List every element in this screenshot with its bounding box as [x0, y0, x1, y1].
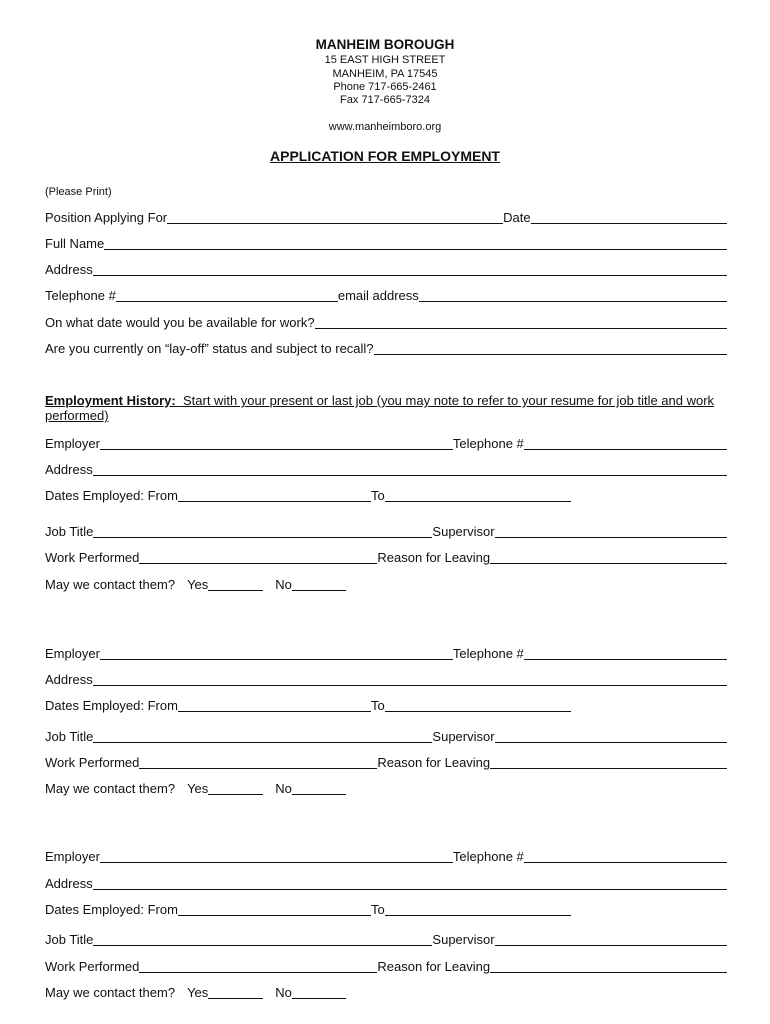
telephone-row [45, 287, 727, 303]
employer-row [45, 435, 727, 451]
contact-label: May we contact them? [45, 577, 176, 592]
employer-telephone-field[interactable] [524, 850, 727, 863]
print-note: (Please Print) [45, 186, 112, 198]
employer-telephone-label: Telephone # [452, 436, 524, 451]
supervisor-field[interactable] [495, 933, 727, 946]
dates-to-label: To [370, 488, 385, 503]
date-label: Date [503, 210, 531, 225]
yes-label: Yes [187, 577, 209, 592]
org-website: www.manheimboro.org [328, 121, 442, 133]
layoff-label: Are you currently on “lay-off” status and subject to recall? [45, 341, 374, 356]
position-row [45, 209, 727, 225]
position-field[interactable] [167, 211, 503, 224]
contact-row [45, 984, 727, 1000]
no-field[interactable] [292, 578, 346, 591]
employer-address-row [45, 875, 727, 891]
contact-label: May we contact them? [45, 781, 176, 796]
reason-field[interactable] [490, 756, 727, 769]
employer-address-field[interactable] [93, 877, 727, 890]
supervisor-label: Supervisor [432, 932, 495, 947]
availability-row [45, 314, 727, 330]
no-label: No [275, 781, 292, 796]
org-street: 15 EAST HIGH STREET [324, 54, 446, 66]
job-title-field[interactable] [93, 933, 432, 946]
dates-from-label: Dates Employed: From [45, 488, 178, 503]
org-city: MANHEIM, PA 17545 [332, 68, 438, 80]
org-fax: Fax 717-665-7324 [340, 94, 430, 106]
employer-telephone-label: Telephone # [452, 646, 524, 661]
telephone-field[interactable] [116, 289, 338, 302]
employer-address-field[interactable] [93, 463, 727, 476]
employer-address-field[interactable] [93, 673, 727, 686]
yes-field[interactable] [208, 986, 263, 999]
dates-to-label: To [370, 698, 385, 713]
reason-field[interactable] [490, 960, 727, 973]
yes-label: Yes [187, 985, 209, 1000]
no-field[interactable] [292, 782, 346, 795]
org-phone: Phone 717-665-2461 [333, 81, 437, 93]
dates-from-field[interactable] [178, 903, 371, 916]
contact-label: May we contact them? [45, 985, 176, 1000]
employer-field[interactable] [100, 850, 453, 863]
telephone-label: Telephone # [45, 288, 116, 303]
employer-address-row [45, 671, 727, 687]
email-label: email address [337, 288, 419, 303]
work-performed-row [45, 754, 727, 770]
job-title-row [45, 523, 727, 539]
job-title-label: Job Title [45, 524, 94, 539]
work-performed-row [45, 549, 727, 565]
form-title: APPLICATION FOR EMPLOYMENT [270, 148, 500, 164]
job-title-label: Job Title [45, 729, 94, 744]
reason-label: Reason for Leaving [377, 959, 491, 974]
employer-address-label: Address [45, 672, 93, 687]
job-title-label: Job Title [45, 932, 94, 947]
yes-label: Yes [187, 781, 209, 796]
no-label: No [275, 985, 292, 1000]
employer-telephone-field[interactable] [524, 437, 727, 450]
dates-to-field[interactable] [385, 699, 571, 712]
work-performed-field[interactable] [139, 551, 377, 564]
employment-history-instructions: Start with your present or last job (you may note to refer to your resume for job title and work performed) [45, 393, 715, 423]
dates-from-label: Dates Employed: From [45, 698, 178, 713]
yes-field[interactable] [208, 782, 263, 795]
address-row [45, 261, 727, 277]
dates-row [45, 487, 727, 503]
employer-telephone-field[interactable] [524, 647, 727, 660]
supervisor-label: Supervisor [432, 524, 495, 539]
employment-history-heading [45, 393, 721, 423]
dates-from-field[interactable] [178, 489, 371, 502]
work-performed-label: Work Performed [45, 755, 140, 770]
reason-label: Reason for Leaving [377, 755, 491, 770]
date-field[interactable] [531, 211, 727, 224]
no-field[interactable] [292, 986, 346, 999]
dates-from-label: Dates Employed: From [45, 902, 178, 917]
job-title-row [45, 728, 727, 744]
email-field[interactable] [419, 289, 727, 302]
work-performed-label: Work Performed [45, 550, 140, 565]
full-name-field[interactable] [104, 237, 727, 250]
work-performed-row [45, 958, 727, 974]
layoff-row [45, 340, 727, 356]
work-performed-label: Work Performed [45, 959, 140, 974]
supervisor-field[interactable] [495, 525, 727, 538]
employer-row [45, 645, 727, 661]
job-title-field[interactable] [93, 730, 432, 743]
yes-field[interactable] [208, 578, 263, 591]
layoff-field[interactable] [374, 342, 727, 355]
job-title-field[interactable] [93, 525, 432, 538]
employer-telephone-label: Telephone # [452, 849, 524, 864]
supervisor-field[interactable] [495, 730, 727, 743]
work-performed-field[interactable] [139, 756, 377, 769]
supervisor-label: Supervisor [432, 729, 495, 744]
availability-label: On what date would you be available for work? [45, 315, 315, 330]
employer-field[interactable] [100, 647, 453, 660]
reason-label: Reason for Leaving [377, 550, 491, 565]
availability-field[interactable] [315, 316, 727, 329]
dates-to-label: To [370, 902, 385, 917]
contact-row [45, 576, 727, 592]
employment-history-title: Employment History: [45, 393, 176, 408]
employer-label: Employer [45, 436, 100, 451]
dates-row [45, 697, 727, 713]
employer-row [45, 848, 727, 864]
no-label: No [275, 577, 292, 592]
org-name: MANHEIM BOROUGH [315, 37, 455, 52]
full-name-label: Full Name [45, 236, 105, 251]
address-label: Address [45, 262, 93, 277]
position-label: Position Applying For [45, 210, 168, 225]
dates-row [45, 901, 727, 917]
dates-to-field[interactable] [385, 903, 571, 916]
employer-address-label: Address [45, 876, 93, 891]
employer-label: Employer [45, 646, 100, 661]
full-name-row [45, 235, 727, 251]
employer-label: Employer [45, 849, 100, 864]
address-field[interactable] [93, 263, 727, 276]
reason-field[interactable] [490, 551, 727, 564]
employer-address-label: Address [45, 462, 93, 477]
employer-address-row [45, 461, 727, 477]
job-title-row [45, 931, 727, 947]
dates-to-field[interactable] [385, 489, 571, 502]
contact-row [45, 780, 727, 796]
employer-field[interactable] [100, 437, 453, 450]
work-performed-field[interactable] [139, 960, 377, 973]
dates-from-field[interactable] [178, 699, 371, 712]
